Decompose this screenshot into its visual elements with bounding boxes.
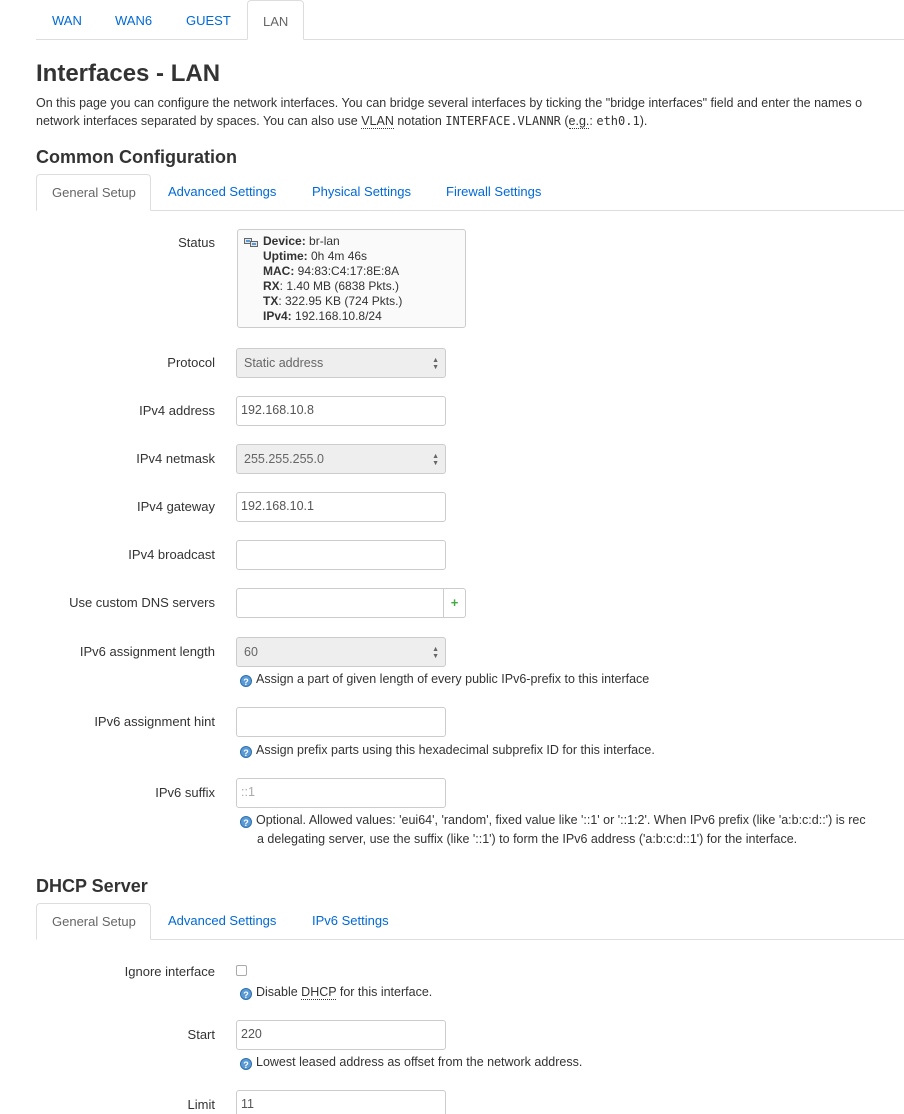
page-description — [36, 94, 904, 130]
tab-firewall-settings[interactable]: Firewall Settings — [446, 184, 542, 199]
description-text: ( — [560, 114, 569, 128]
ipv6-suffix-help — [240, 811, 866, 849]
ipv6-suffix-label: IPv6 suffix — [155, 785, 215, 800]
dhcp-tabs — [36, 903, 904, 940]
ipv6-assign-length-select[interactable] — [236, 637, 446, 667]
vlan-abbr: VLAN — [361, 114, 394, 128]
protocol-label: Protocol — [167, 355, 215, 370]
status-box — [237, 229, 466, 328]
help-text: Assign a part of given length of every public IPv6-prefix to this interface — [256, 672, 650, 686]
status-label: Status — [178, 235, 215, 250]
ipv6-suffix-input[interactable]: ::1 — [236, 778, 446, 808]
custom-dns-input[interactable] — [236, 588, 444, 618]
example-code: eth0.1 — [596, 114, 640, 128]
status-tx: TX: 322.95 KB (724 Pkts.) — [263, 294, 403, 308]
ipv4-netmask-label: IPv4 netmask — [136, 451, 215, 466]
select-arrows-icon: ▲ ▼ — [432, 357, 439, 371]
description-text: ). — [639, 114, 648, 128]
description-text: : — [589, 114, 597, 128]
ipv4-gateway-label: IPv4 gateway — [136, 499, 215, 514]
help-text: for this interface. — [336, 985, 433, 999]
protocol-value: Static address — [244, 356, 324, 370]
ipv4-broadcast-label: IPv4 broadcast — [128, 547, 215, 562]
tab-advanced-settings[interactable]: Advanced Settings — [168, 184, 277, 199]
status-device: Device: br-lan — [263, 234, 340, 248]
description-text: network interfaces separated by spaces. You can also use — [36, 114, 362, 128]
ignore-interface-help — [240, 983, 432, 1002]
help-text: Disable — [256, 985, 302, 999]
ipv4-netmask-select[interactable] — [236, 444, 446, 474]
help-icon: ? — [240, 675, 252, 687]
tab-wan6[interactable]: WAN6 — [115, 13, 153, 28]
ipv4-gateway-input[interactable]: 192.168.10.1 — [236, 492, 446, 522]
select-arrows-icon: ▲ ▼ — [432, 646, 439, 660]
dhcp-abbr: DHCP — [301, 985, 337, 999]
ipv6-assign-hint-input[interactable] — [236, 707, 446, 737]
start-help — [240, 1053, 582, 1072]
start-input[interactable]: 220 — [236, 1020, 446, 1050]
tab-dhcp-general-setup[interactable]: General Setup — [36, 903, 151, 940]
ipv4-address-label: IPv4 address — [139, 403, 215, 418]
dhcp-server-title: DHCP Server — [36, 876, 148, 896]
custom-dns-label: Use custom DNS servers — [69, 595, 215, 610]
help-icon: ? — [240, 988, 252, 1000]
network-device-icon — [244, 236, 258, 248]
help-icon: ? — [240, 816, 252, 828]
common-config-tabs — [36, 174, 904, 211]
help-text: Optional. Allowed values: 'eui64', 'random', fixed value like '::1' or '::1:2'. When IPv6 prefix (like 'a:b:c:d::') is rec — [256, 813, 866, 827]
ipv6-assign-length-value: 60 — [244, 645, 258, 659]
tab-wan[interactable]: WAN — [52, 13, 82, 28]
status-rx: RX: 1.40 MB (6838 Pkts.) — [263, 279, 400, 293]
help-text: Assign prefix parts using this hexadecimal subprefix ID for this interface. — [256, 743, 655, 757]
ipv4-broadcast-input[interactable] — [236, 540, 446, 570]
ignore-interface-label: Ignore interface — [124, 964, 215, 979]
help-line-2: a delegating server, use the suffix (like '::1') to form the IPv6 address ('a:b:c:d::1') for the interface. — [257, 832, 798, 846]
help-icon: ? — [240, 746, 252, 758]
select-arrows-icon: ▲ ▼ — [432, 453, 439, 467]
page-title: Interfaces - LAN — [36, 60, 221, 87]
tab-dhcp-ipv6-settings[interactable]: IPv6 Settings — [312, 913, 389, 928]
protocol-select[interactable] — [236, 348, 446, 378]
common-config-title: Common Configuration — [36, 147, 237, 167]
ipv6-assign-hint-label: IPv6 assignment hint — [94, 714, 215, 729]
ipv4-address-input[interactable]: 192.168.10.8 — [236, 396, 446, 426]
tab-guest[interactable]: GUEST — [186, 13, 231, 28]
start-label: Start — [187, 1027, 215, 1042]
notation-code: INTERFACE.VLANNR — [445, 114, 561, 128]
ipv6-assign-hint-help — [240, 741, 655, 760]
eg-abbr: e.g. — [568, 114, 590, 128]
ignore-interface-checkbox[interactable] — [236, 965, 247, 976]
tab-lan[interactable]: LAN — [247, 0, 304, 40]
status-ipv4: IPv4: 192.168.10.8/24 — [263, 309, 382, 323]
description-line-1: On this page you can configure the network interfaces. You can bridge several interfaces by ticking the "bridge interfaces" field and enter the names o — [36, 96, 863, 110]
limit-label: Limit — [187, 1097, 215, 1112]
help-text: Lowest leased address as offset from the network address. — [256, 1055, 583, 1069]
status-mac: MAC: 94:83:C4:17:8E:8A — [263, 264, 400, 278]
interface-tabs — [36, 0, 904, 40]
help-icon: ? — [240, 1058, 252, 1070]
tab-physical-settings[interactable]: Physical Settings — [312, 184, 411, 199]
tab-dhcp-advanced-settings[interactable]: Advanced Settings — [168, 913, 277, 928]
description-line-2 — [36, 112, 904, 130]
help-line-1 — [240, 811, 866, 830]
description-text: notation — [393, 114, 446, 128]
ipv6-assign-length-help — [240, 670, 649, 689]
status-uptime: Uptime: 0h 4m 46s — [263, 249, 368, 263]
ipv4-netmask-value: 255.255.255.0 — [244, 452, 324, 466]
limit-input[interactable]: 11 — [236, 1090, 446, 1114]
add-dns-button[interactable]: + — [444, 588, 466, 618]
ipv6-assign-length-label: IPv6 assignment length — [79, 644, 215, 659]
tab-general-setup[interactable]: General Setup — [36, 174, 151, 211]
